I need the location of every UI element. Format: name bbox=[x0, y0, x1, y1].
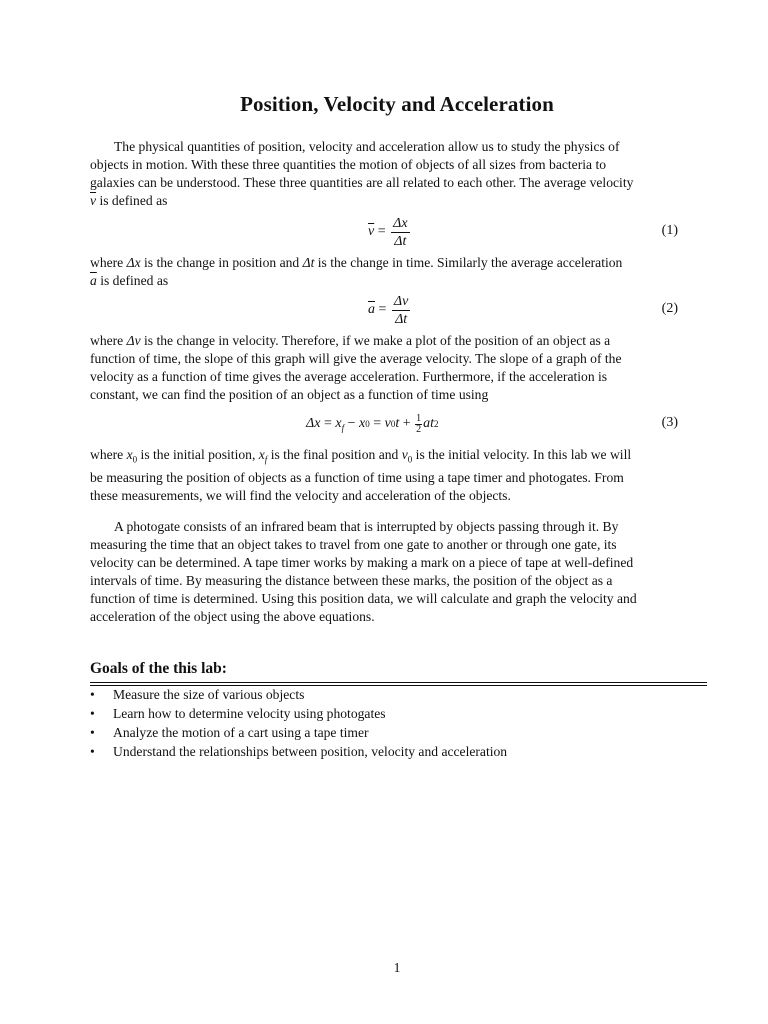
page-number: 1 bbox=[393, 960, 401, 975]
list-item: • Analyze the motion of a cart using a tape timer bbox=[90, 725, 369, 740]
text-line: $\overline{a}$ is defined as bbox=[90, 273, 169, 288]
text-line: velocity as a function of time gives the average acceleration. Furthermore, if the acceleration is bbox=[90, 369, 608, 384]
goals-list bbox=[90, 685, 705, 761]
equation-3: Δx = $x_f$ − x 0 = v 0 t + 1 2 at 2 (3) bbox=[306, 412, 678, 435]
text-line: measuring the time that an object takes to travel from one gate to another or through one gate, its bbox=[90, 537, 617, 552]
equation-1: $\overline{v}$ = $\frac{\Delta x}{\Delta t}$ (1) bbox=[368, 215, 678, 249]
text-line: acceleration of the object using the above equations. bbox=[90, 609, 375, 624]
equation-number: (2) bbox=[661, 301, 678, 316]
equation-number: (1) bbox=[661, 223, 678, 238]
heading-rule bbox=[90, 682, 707, 683]
page-title: Position, Velocity and Acceleration bbox=[240, 92, 554, 116]
goals-heading: Goals of the this lab: bbox=[90, 660, 227, 677]
list-item: • Measure the size of various objects bbox=[90, 687, 305, 702]
text-line: function of time is determined. Using this position data, we will calculate and graph the velocity and bbox=[90, 591, 637, 606]
measurement-paragraph bbox=[90, 446, 705, 505]
equation-2: $\overline{a}$ = $\frac{\Delta v}{\Delta t}$ (2) bbox=[368, 293, 678, 327]
list-item: • Learn how to determine velocity using photogates bbox=[90, 706, 386, 721]
list-item: • Understand the relationships between position, velocity and acceleration bbox=[90, 744, 508, 759]
text-line: $\overline{v}$ is defined as bbox=[90, 193, 168, 208]
text-line: where Δx is the change in position and Δt is the change in time. Similarly the average acceleration bbox=[90, 255, 623, 270]
text-line: be measuring the position of objects as a function of time using a tape timer and photogates. From bbox=[90, 469, 624, 485]
text-line: function of time, the slope of this graph will give the average velocity. The slope of a graph of the bbox=[90, 351, 622, 366]
photogate-paragraph bbox=[90, 518, 705, 626]
text-line: where Δv is the change in velocity. Therefore, if we make a plot of the position of an object as a bbox=[90, 333, 611, 348]
intro-paragraph bbox=[90, 138, 705, 210]
equation-number: (3) bbox=[661, 415, 678, 430]
definition-paragraph bbox=[90, 254, 705, 290]
text-line: where $x_0$ is the initial position, $x_f$ is the final position and $v_0$ is the initial velocity. In this lab we will bbox=[90, 447, 632, 465]
slope-paragraph bbox=[90, 332, 705, 404]
text-line: intervals of time. By measuring the distance between these marks, the position of the object as a bbox=[90, 573, 613, 588]
text-line: The physical quantities of position, velocity and acceleration allow us to study the physics of bbox=[114, 139, 620, 154]
text-line: galaxies can be understood. These three quantities are all related to each other. The average velocity bbox=[90, 175, 634, 190]
text-line: velocity can be determined. A tape timer works by making a mark on a piece of tape at well-defined bbox=[90, 555, 634, 570]
text-line: these measurements, we will find the velocity and acceleration of the objects. bbox=[90, 487, 511, 503]
text-line: constant, we can find the position of an object as a function of time using bbox=[90, 387, 489, 402]
text-line: objects in motion. With these three quantities the motion of objects of all sizes from bacteria to bbox=[90, 157, 607, 172]
text-line: A photogate consists of an infrared beam that is interrupted by objects passing through it. By bbox=[114, 519, 619, 534]
